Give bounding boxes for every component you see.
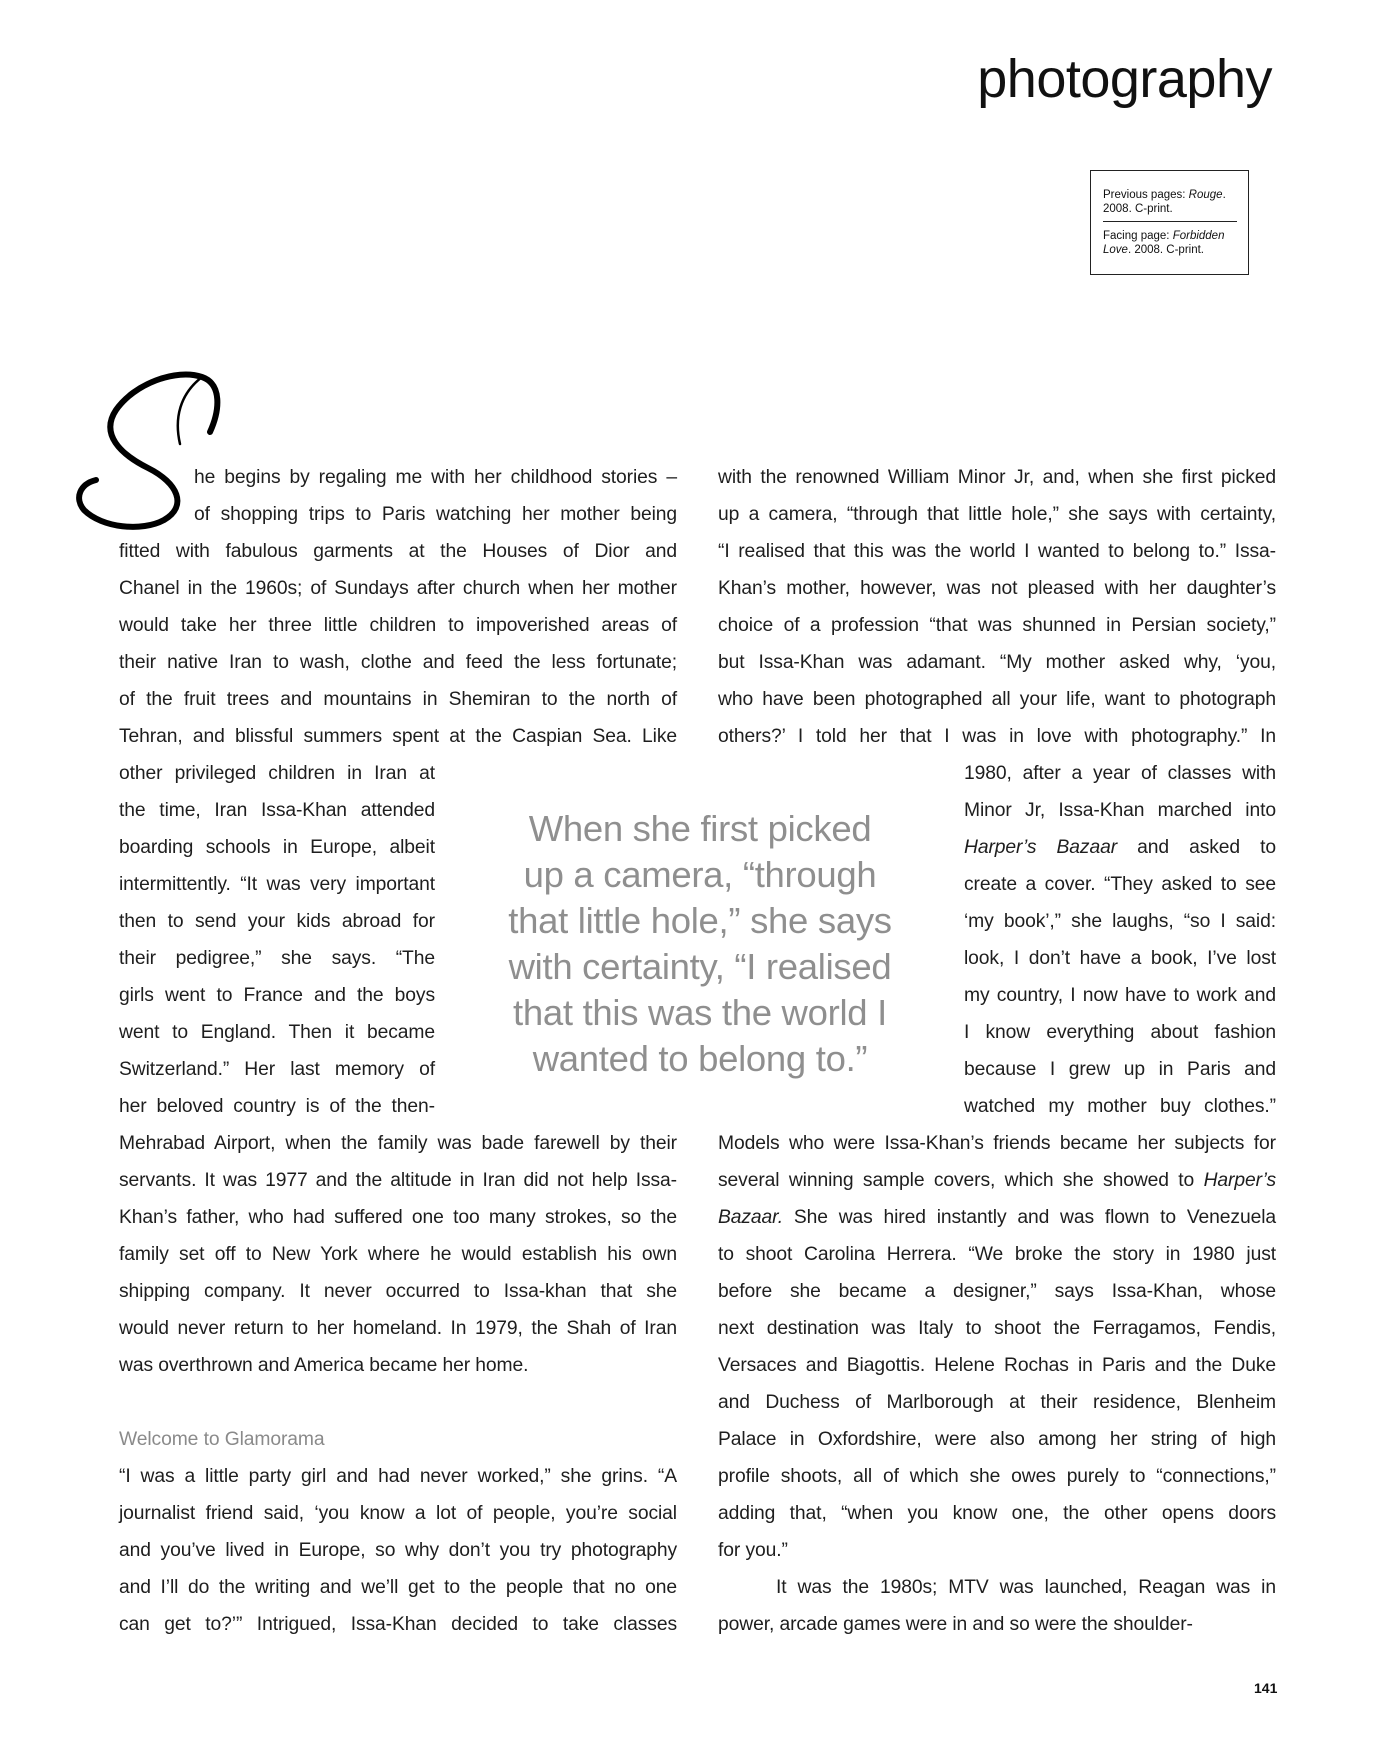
body-line: Mehrabad Airport, when the family was bade farewell by their xyxy=(119,1133,677,1154)
body-line: up a camera, “through that little hole,” she says with certainty, xyxy=(718,504,1276,525)
body-line: choice of a profession “that was shunned in Persian society,” xyxy=(718,615,1276,636)
body-line: went to England. Then it became xyxy=(119,1022,435,1043)
body-line: then to send your kids abroad for xyxy=(119,911,435,932)
body-line: fitted with fabulous garments at the Houses of Dior and xyxy=(119,541,677,562)
body-line: Khan’s father, who had suffered one too many strokes, so the xyxy=(119,1207,677,1228)
body-line: “I realised that this was the world I wanted to belong to.” Issa- xyxy=(718,541,1276,562)
body-line: to shoot Carolina Herrera. “We broke the story in 1980 just xyxy=(718,1244,1276,1265)
caption-previous: Previous pages: Rouge. 2008. C-print. xyxy=(1103,189,1226,215)
caption-box xyxy=(1090,170,1249,275)
body-line: Tehran, and blissful summers spent at the Caspian Sea. Like xyxy=(119,726,677,747)
body-line: look, I don’t have a book, I’ve lost xyxy=(964,948,1276,969)
pull-quote-line: that little hole,” she says xyxy=(508,900,892,941)
body-line: Switzerland.” Her last memory of xyxy=(119,1059,435,1080)
body-line: Harper’s Bazaar and asked to xyxy=(964,837,1276,858)
body-line: “I was a little party girl and had never worked,” she grins. “A xyxy=(119,1466,677,1487)
body-line: for you.” xyxy=(718,1540,788,1561)
body-line: because I grew up in Paris and xyxy=(964,1059,1276,1080)
body-line: the time, Iran Issa-Khan attended xyxy=(119,800,435,821)
body-line: shipping company. It never occurred to Issa-khan that she xyxy=(119,1281,677,1302)
body-line: can get to?’” Intrigued, Issa-Khan decided to take classes xyxy=(119,1614,677,1635)
body-line: Bazaar. She was hired instantly and was flown to Venezuela xyxy=(718,1207,1277,1228)
body-line: he begins by regaling me with her childhood stories – xyxy=(194,467,677,488)
magazine-name: Bazaar. xyxy=(718,1207,784,1228)
body-line: watched my mother buy clothes.” xyxy=(964,1096,1276,1117)
pull-quote-line: with certainty, “I realised xyxy=(508,946,892,987)
pull-quote-line: that this was the world I xyxy=(513,992,887,1033)
body-line: Chanel in the 1960s; of Sundays after church when her mother xyxy=(119,578,677,599)
body-line: 1980, after a year of classes with xyxy=(964,763,1276,784)
body-line: girls went to France and the boys xyxy=(119,985,435,1006)
body-line: Models who were Issa-Khan’s friends became her subjects for xyxy=(718,1133,1276,1154)
body-line: adding that, “when you know one, the other opens doors xyxy=(718,1503,1276,1524)
body-line: and Duchess of Marlborough at their residence, Blenheim xyxy=(718,1392,1276,1413)
body-line: but Issa-Khan was adamant. “My mother asked why, ‘you, xyxy=(718,652,1276,673)
body-line: I know everything about fashion xyxy=(964,1022,1276,1043)
body-line: journalist friend said, ‘you know a lot of people, you’re social xyxy=(119,1503,677,1524)
body-line: power, arcade games were in and so were the shoulder- xyxy=(718,1614,1193,1635)
body-line: their pedigree,” she says. “The xyxy=(119,948,435,969)
body-line: and you’ve lived in Europe, so why don’t you try photography xyxy=(119,1540,677,1561)
pull-quote-line: up a camera, “through xyxy=(523,854,877,895)
body-line: was overthrown and America became her home. xyxy=(119,1355,529,1376)
body-line: others?’ I told her that I was in love with photography.” In xyxy=(718,726,1276,747)
body-line: my country, I now have to work and xyxy=(964,985,1276,1006)
body-line: boarding schools in Europe, albeit xyxy=(119,837,435,858)
body-line: would take her three little children to impoverished areas of xyxy=(119,615,677,636)
body-line: would never return to her homeland. In 1979, the Shah of Iran xyxy=(119,1318,677,1339)
body-line: next destination was Italy to shoot the Ferragamos, Fendis, xyxy=(718,1318,1276,1339)
pull-quote-line: When she first picked xyxy=(528,808,872,849)
body-line: their native Iran to wash, clothe and feed the less fortunate; xyxy=(119,652,677,673)
section-title: photography xyxy=(977,49,1272,109)
body-line: Versaces and Biagottis. Helene Rochas in Paris and the Duke xyxy=(718,1355,1276,1376)
body-line: Khan’s mother, however, was not pleased with her daughter’s xyxy=(718,578,1276,599)
body-line: profile shoots, all of which she owes purely to “connections,” xyxy=(718,1466,1276,1487)
pull-quote xyxy=(500,806,900,1082)
subheading: Welcome to Glamorama xyxy=(119,1429,325,1450)
body-line: of shopping trips to Paris watching her mother being xyxy=(194,504,677,525)
body-line: several winning sample covers, which she showed to Harper’s xyxy=(718,1170,1276,1191)
body-line: her beloved country is of the then- xyxy=(119,1096,435,1117)
body-line: of the fruit trees and mountains in Shemiran to the north of xyxy=(119,689,677,710)
body-line: Palace in Oxfordshire, were also among her string of high xyxy=(718,1429,1276,1450)
body-line: create a cover. “They asked to see xyxy=(964,874,1276,895)
page-number: 141 xyxy=(1254,1680,1278,1696)
magazine-name: Harper’s Bazaar xyxy=(964,837,1118,858)
body-line: It was the 1980s; MTV was launched, Reagan was in xyxy=(776,1577,1276,1598)
body-line: ‘my book’,” she laughs, “so I said: xyxy=(964,911,1276,932)
caption-divider xyxy=(1103,221,1237,222)
body-line: servants. It was 1977 and the altitude in Iran did not help Issa- xyxy=(119,1170,677,1191)
body-line: Minor Jr, Issa-Khan marched into xyxy=(964,800,1276,821)
pull-quote-line: wanted to belong to.” xyxy=(532,1038,868,1079)
caption-facing: Facing page: Forbidden Love. 2008. C-print. xyxy=(1103,230,1225,256)
body-line: other privileged children in Iran at xyxy=(119,763,435,784)
magazine-name: Harper’s xyxy=(1203,1170,1276,1191)
body-line: before she became a designer,” says Issa-Khan, whose xyxy=(718,1281,1276,1302)
body-line: with the renowned William Minor Jr, and, when she first picked xyxy=(718,467,1276,488)
body-line: family set off to New York where he would establish his own xyxy=(119,1244,677,1265)
body-line: intermittently. “It was very important xyxy=(119,874,435,895)
body-line: and I’ll do the writing and we’ll get to the people that no one xyxy=(119,1577,677,1598)
body-line: who have been photographed all your life, want to photograph xyxy=(718,689,1276,710)
